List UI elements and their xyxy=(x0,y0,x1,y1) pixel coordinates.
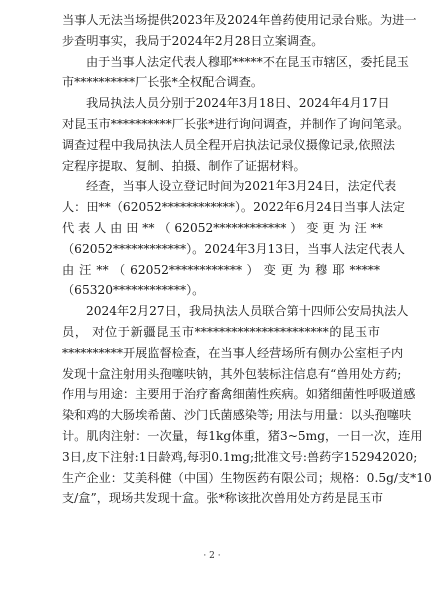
text-line: 对昆玉市**********厂长张*进行询问调查，并制作了询问笔录。 xyxy=(62,116,410,131)
text-line: 市**********厂长张*全权配合调查。 xyxy=(62,75,264,90)
paragraph-3 xyxy=(62,93,410,176)
text-line: （65320************）。 xyxy=(62,283,205,298)
page-number: · 2 · xyxy=(203,551,221,561)
text-line: 染和鸡的大肠埃希菌、沙门氏菌感染等; 用法与用量：以头孢噻呋 xyxy=(62,408,412,423)
text-line: 2024年2月27日，我局执法人员联合第十四师公安局执法人 xyxy=(86,304,409,319)
text-line: 由于当事人法定代表人穆耶*****不在昆玉市辖区，委托昆玉 xyxy=(86,54,409,69)
text-line: 由 汪 ** （ 62052************ ） 变 更 为 穆 耶 ***** xyxy=(62,262,380,277)
paragraph-4 xyxy=(62,176,405,301)
paragraph-5 xyxy=(62,301,432,509)
text-line: 发现十盒注射用头孢噻呋钠，其外包装标注信息有“兽用处方药; xyxy=(62,366,402,381)
text-line: （62052************）。2024年3月13日，当事人法定代表人 xyxy=(62,241,405,256)
text-line: 人：田**（62052************）。2022年6月24日当事人法定 xyxy=(62,200,405,215)
text-line: 员， 对位于新疆昆玉市**********************的昆玉市 xyxy=(62,324,380,339)
text-line: **********开展监督检查，在当事人经营场所有侧办公室柜子内 xyxy=(62,345,404,360)
text-line: 计。肌肉注射：一次量，每1kg体重，猪3~5mg，一日一次，连用 xyxy=(62,428,423,443)
text-line: 3日,皮下注射:1日龄鸡,每羽0.1mg;批准文号:兽药字152942020; xyxy=(62,449,418,464)
text-line: 作用与用途：主要用于治疗畜禽细菌性疾病。如猪细菌性呼吸道感 xyxy=(62,387,416,402)
text-line: 经查，当事人设立登记时间为2021年3月24日，法定代表 xyxy=(86,179,397,194)
text-line: 当事人无法当场提供2023年及2024年兽药使用记录台账。为进一 xyxy=(62,13,417,27)
text-line: 步查明事实，我局于2024年2月28日立案调查。 xyxy=(62,33,324,48)
text-line: 代 表 人 由 田 ** （ 62052************ ） 变 更 为 汪 ** xyxy=(62,220,383,235)
document-body xyxy=(62,10,432,509)
text-line: 支/盒”，现场共发现十盒。张*称该批次兽用处方药是昆玉市 xyxy=(62,491,384,506)
paragraph-2 xyxy=(62,52,409,94)
paragraph-1 xyxy=(62,10,417,52)
text-line: 定程序提取、复制、拍摄、制作了证据材料。 xyxy=(62,158,306,173)
text-line: 生产企业：艾美科健（中国）生物医药有限公司；规格：0.5g/支*10 xyxy=(62,470,432,485)
text-line: 调查过程中我局执法人员全程开启执法记录仪摄像记录,依照法 xyxy=(62,137,395,152)
text-line: 我局执法人员分别于2024年3月18日、2024年4月17日 xyxy=(86,96,390,111)
